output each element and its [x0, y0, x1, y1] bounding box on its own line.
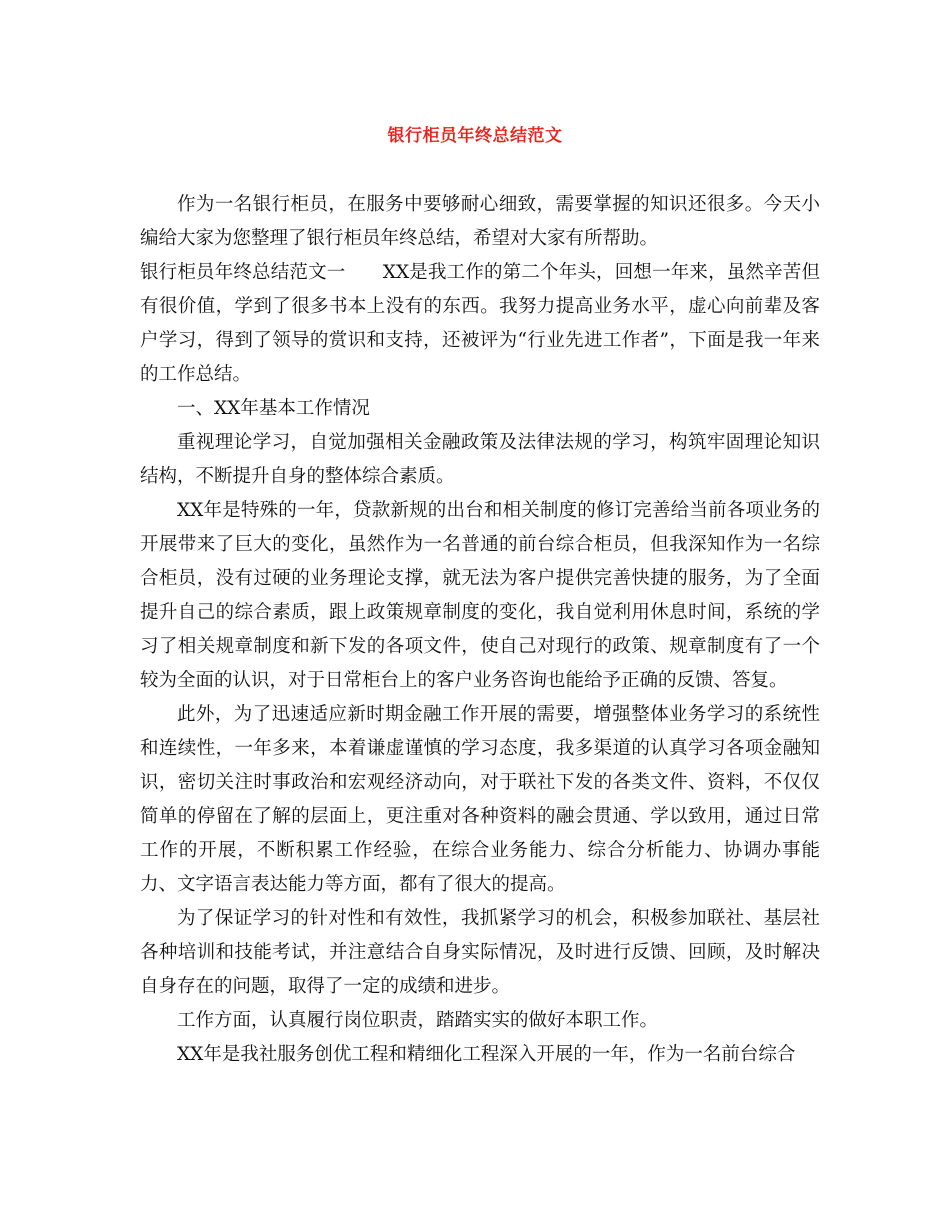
paragraph-intro: 作为一名银行柜员，在服务中要够耐心细致，需要掌握的知识还很多。今天小编给大家为您整理了银行柜员年终总结，希望对大家有所帮助。 — [140, 194, 820, 249]
paragraph-service-project: XX年是我社服务创优工程和精细化工程深入开展的一年，作为一名前台综合 — [177, 1044, 796, 1065]
document-title: 银行柜员年终总结范文 — [387, 126, 563, 146]
document-body — [140, 188, 820, 1072]
paragraph-theory-study: 重视理论学习，自觉加强相关金融政策及法律法规的学习，构筑牢固理论知识结构，不断提升自身的整体综合素质。 — [140, 432, 820, 487]
paragraph-heading-basic-work: 一、XX年基本工作情况 — [177, 398, 370, 419]
paragraph-adaptation: 此外，为了迅速适应新时期金融工作开展的需要，增强整体业务学习的系统性和连续性，一年多来，本着谦虚谨慎的学习态度，我多渠道的认真学习各项金融知识，密切关注时事政治和宏观经济动向，对于联社下发的各类文件、资料，不仅仅简单的停留在了解的层面上，更注重对各种资料的融会贯通、学以致用，通过日常工作的开展，不断积累工作经验，在综合业务能力、综合分析能力、协调办事能力、文字语言表达能力等方面，都有了很大的提高。 — [140, 704, 820, 895]
paragraph-work-duties: 工作方面，认真履行岗位职责，踏踏实实的做好本职工作。 — [177, 1010, 659, 1031]
paragraph-special-year: XX年是特殊的一年，贷款新规的出台和相关制度的修订完善给当前各项业务的开展带来了巨大的变化，虽然作为一名普通的前台综合柜员，但我深知作为一名综合柜员，没有过硬的业务理论支撑，就无法为客户提供完善快捷的服务，为了全面提升自己的综合素质，跟上政策规章制度的变化，我自觉利用休息时间，系统的学习了相关规章制度和新下发的各项文件，使自己对现行的政策、规章制度有了一个较为全面的认识，对于日常柜台上的客户业务咨询也能给予正确的反馈、答复。 — [140, 500, 820, 691]
paragraph-training: 为了保证学习的针对性和有效性，我抓紧学习的机会，积极参加联社、基层社各种培训和技能考试，并注意结合自身实际情况，及时进行反馈、回顾，及时解决自身存在的问题，取得了一定的成绩和进步。 — [140, 908, 820, 997]
paragraph-section-heading-1: 银行柜员年终总结范文一 XX是我工作的第二个年头，回想一年来，虽然辛苦但有很价值，学到了很多书本上没有的东西。我努力提高业务水平，虚心向前辈及客户学习，得到了领导的赏识和支持，还被评为“行业先进工作者”，下面是我一年来的工作总结。 — [140, 262, 820, 385]
